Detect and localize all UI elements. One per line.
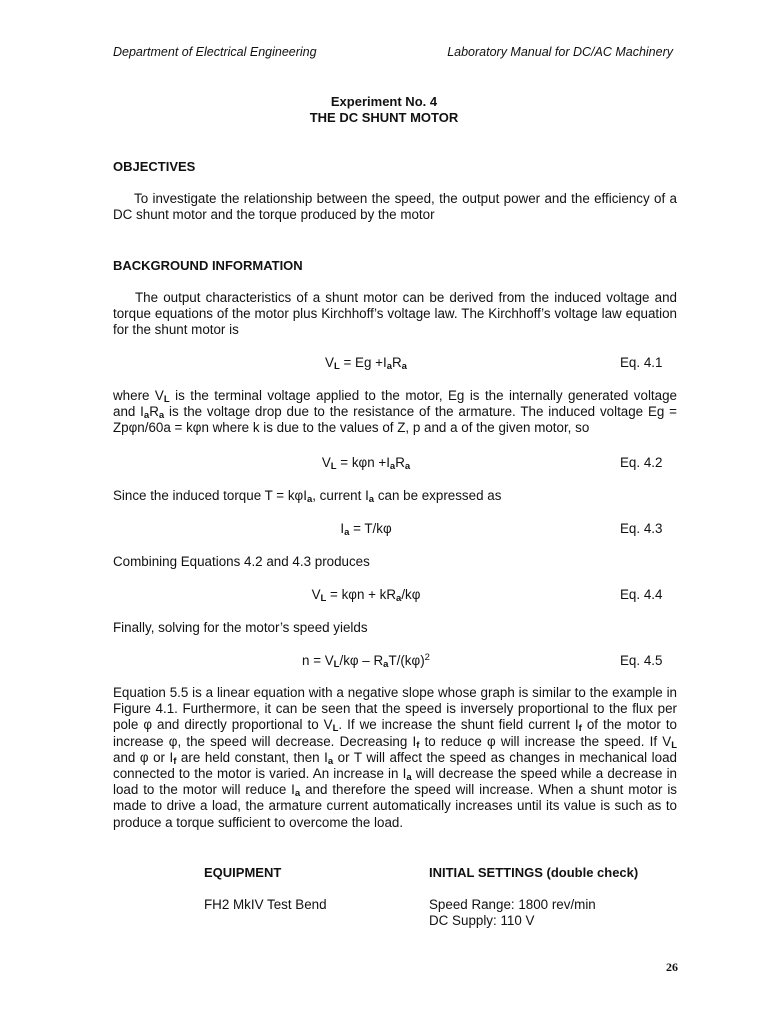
background-paragraph-3: Since the induced torque T = kφI$_a$, current $I_a$ can be expressed as — [113, 488, 502, 505]
equation-4-2-formula: $V_L = k\varphi n +I_aR_a$ — [321, 455, 411, 472]
background-paragraph-6: Equation 5.5 is a linear equation with a negative slope whose graph is similar to the example in Figure 4.1. Furthermore, it can be seen that the speed is inversely proportional to the flux per pole φ and directly proportional to $V_L$. If we increase the shunt field current $I_f$ of the motor to increase φ, the speed will decrease. Decreasing $I_f$ to reduce φ will increase the speed. If $V_L$ and φ or $I_f$ are held constant, then $I_a$ or T will affect the speed as changes in mechanical load connected to the motor is varied. An increase in $I_a$ will decrease the speed while a decrease in load to the motor will reduce $I_a$ and therefore the speed will increase. When a shunt motor is made to drive a load, the armature current automatically increases until its value is such as to produce a torque sufficient to overcome the load. — [113, 685, 677, 830]
experiment-number: Experiment No. 4 — [330, 94, 438, 109]
objectives-text: To investigate the relationship between the speed, the output power and the efficiency of a DC shunt motor and the torque produced by the motor — [113, 191, 677, 223]
background-paragraph-5: Finally, solving for the motor’s speed yields — [113, 620, 368, 635]
equation-4-1-label: Eq. 4.1 — [620, 355, 663, 370]
equation-4-3-formula: $I_a = T/k\varphi$ — [340, 521, 392, 538]
objectives-heading: OBJECTIVES — [113, 159, 196, 174]
running-header-left: Department of Electrical Engineering — [113, 45, 317, 59]
background-heading: BACKGROUND INFORMATION — [113, 258, 303, 273]
experiment-title: THE DC SHUNT MOTOR — [309, 110, 459, 125]
setting-speed-range: Speed Range: 1800 rev/min — [429, 897, 596, 912]
equation-4-5-label: Eq. 4.5 — [620, 653, 663, 668]
equation-4-5-formula: $n = V_L/k\varphi - R_aT/(k\varphi)^2$ — [302, 652, 430, 670]
page-number: 26 — [666, 960, 678, 974]
background-paragraph-2: where $V_L$ is the terminal voltage applied to the motor, Eg is the internally generated voltage and $I_aR_a$ is the voltage drop due to the resistance of the armature. The induced voltage Eg = Zpφn/60a = kφn where k is due to the values of Z, p and a of the given motor, so — [113, 388, 677, 436]
equipment-item: FH2 MkIV Test Bend — [204, 897, 327, 912]
initial-settings-heading: INITIAL SETTINGS (double check) — [429, 865, 639, 880]
equipment-heading: EQUIPMENT — [204, 865, 282, 880]
running-header-right: Laboratory Manual for DC/AC Machinery — [447, 45, 673, 59]
setting-dc-supply: DC Supply: 110 V — [429, 913, 535, 928]
equation-4-4-formula: $V_L = k\varphi n + kR_a/k\varphi$ — [311, 587, 421, 604]
equation-4-3-label: Eq. 4.3 — [620, 521, 663, 536]
background-paragraph-4: Combining Equations 4.2 and 4.3 produces — [113, 554, 370, 569]
equation-4-4-label: Eq. 4.4 — [620, 587, 663, 602]
equation-4-1-formula: $V_L = Eg +I_aR_a$ — [325, 355, 407, 372]
equation-4-2-label: Eq. 4.2 — [620, 455, 663, 470]
background-intro: The output characteristics of a shunt motor can be derived from the induced voltage and torque equations of the motor plus Kirchhoff’s voltage law. The Kirchhoff’s voltage law equation for the shunt motor is — [113, 290, 677, 338]
